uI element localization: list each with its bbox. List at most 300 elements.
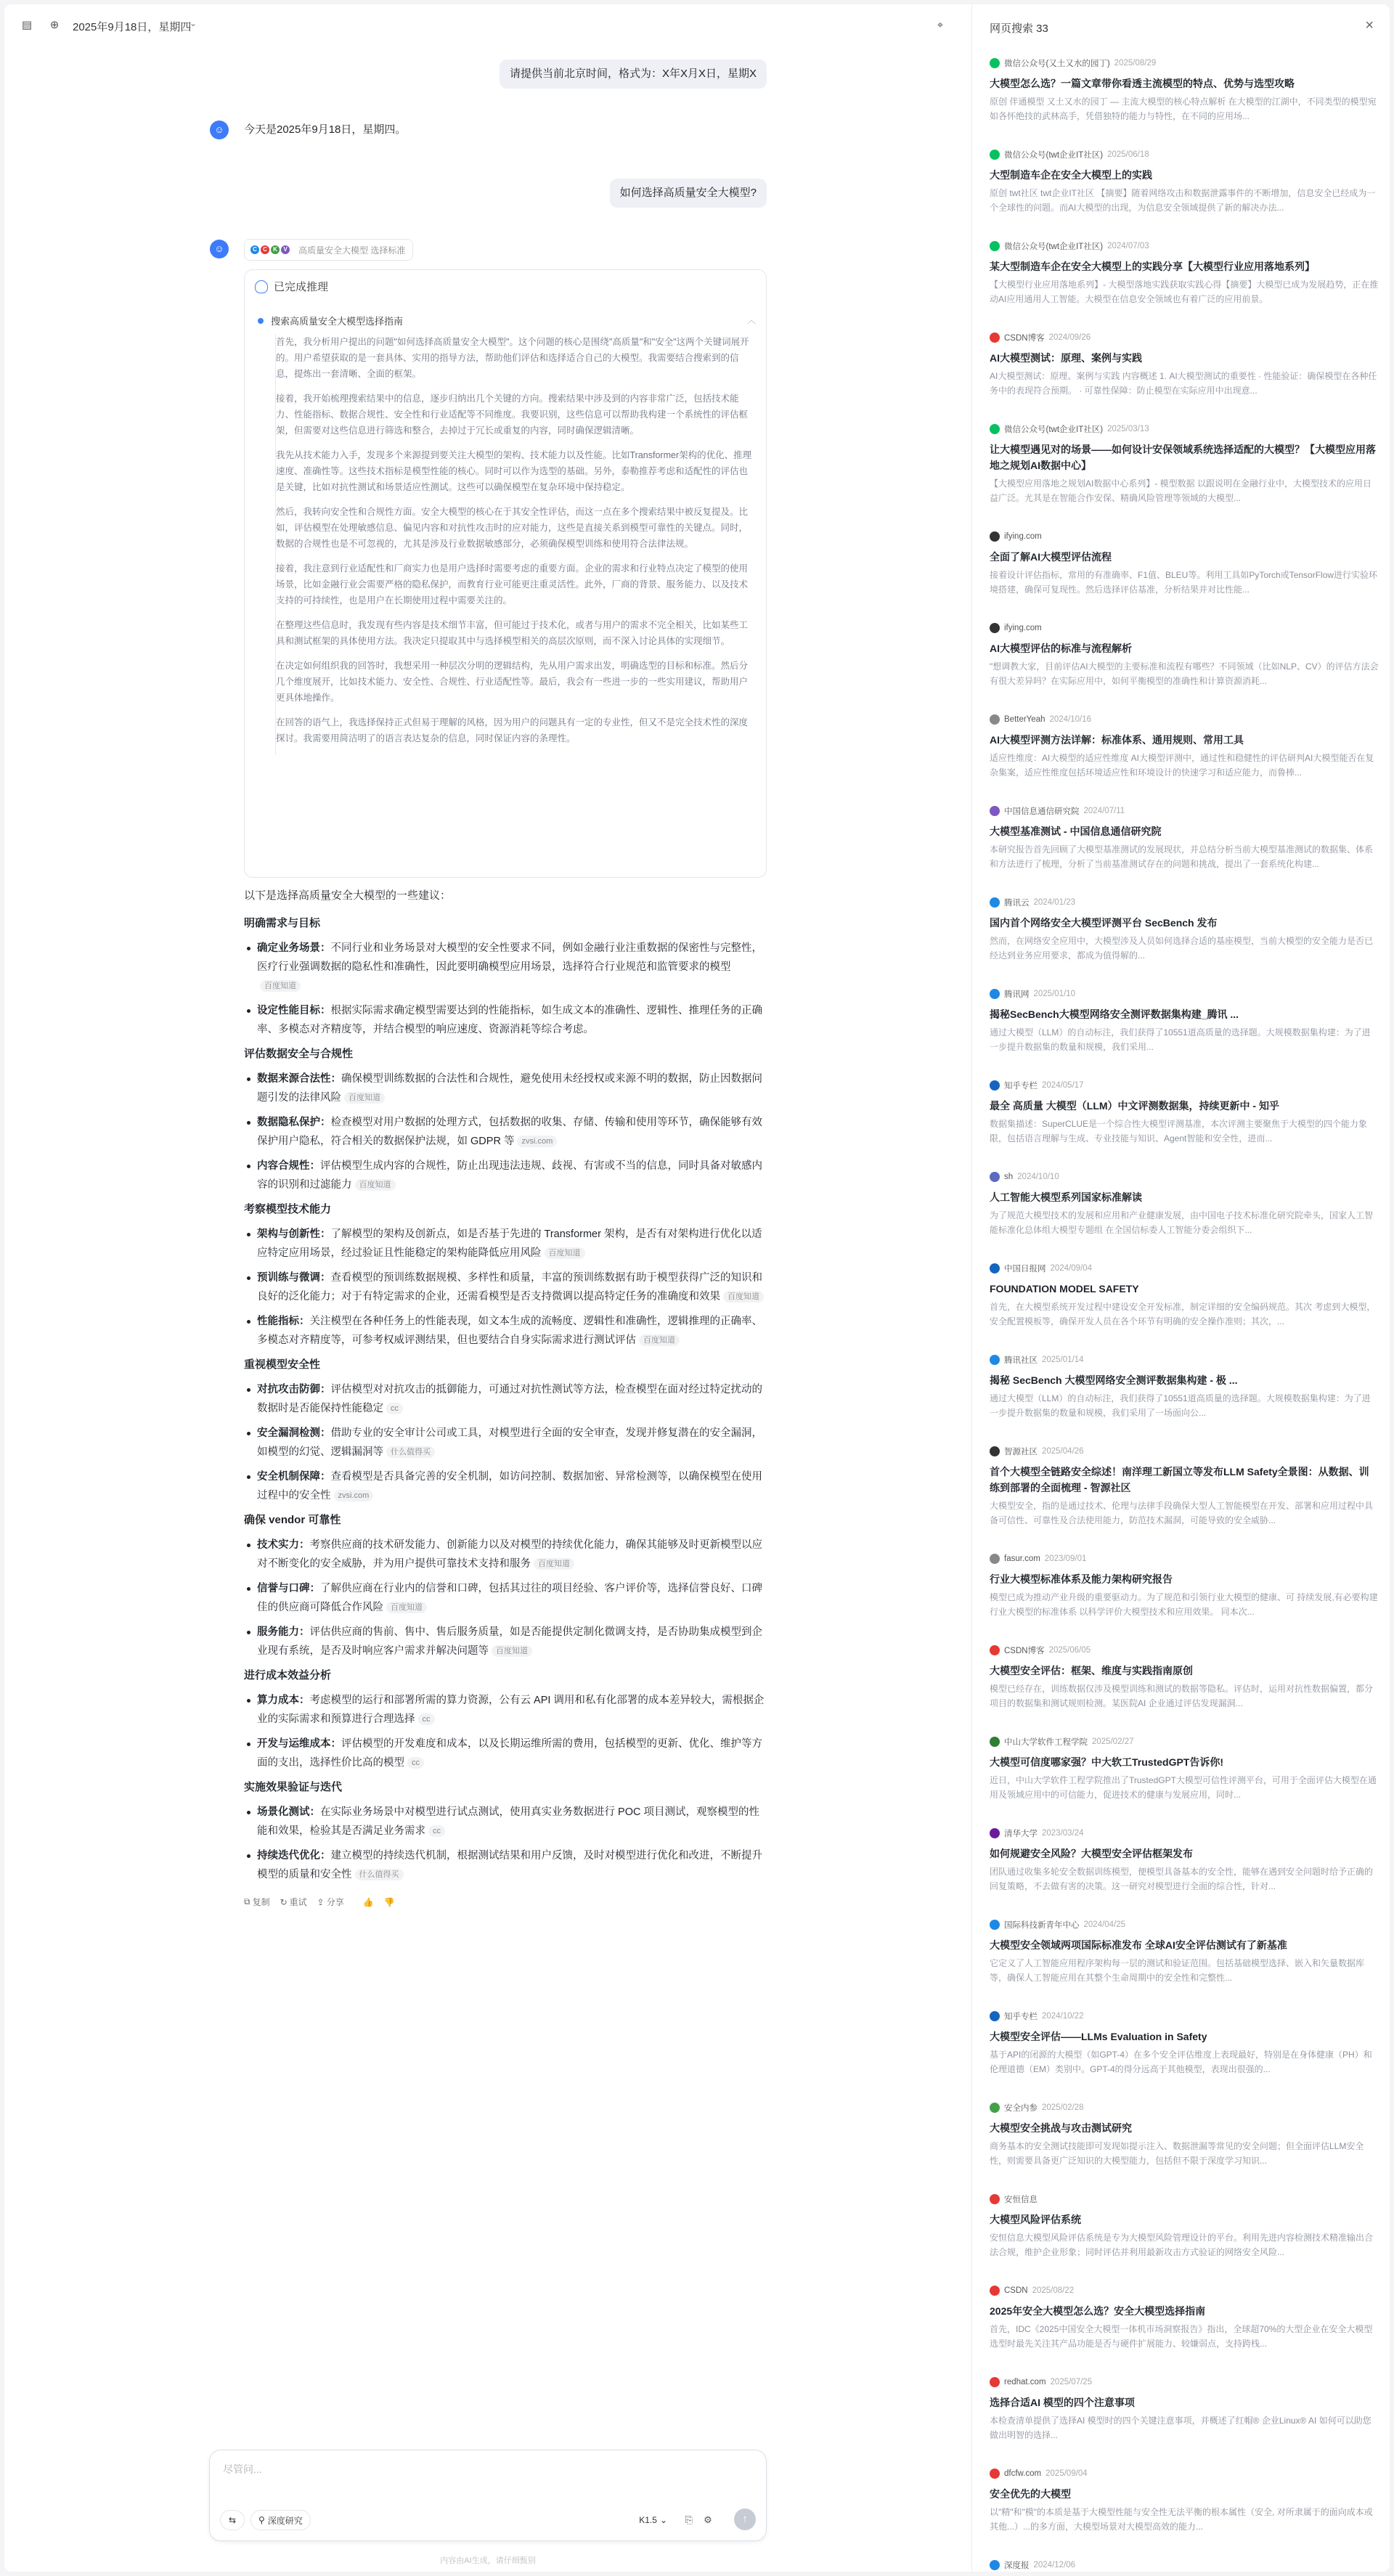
section-heading: 确保 vendor 可靠性 [244, 1514, 341, 1526]
source-name: CSDN [1004, 2286, 1028, 2295]
search-result-card[interactable] [990, 2371, 1379, 2463]
site-favicon-icon [990, 241, 1000, 251]
result-source [990, 423, 1149, 436]
site-favicon-icon [990, 989, 1000, 999]
result-source [990, 2010, 1084, 2023]
result-source [990, 331, 1091, 344]
source-date: 2025/04/26 [1042, 1447, 1084, 1456]
section-list [244, 1803, 767, 1884]
result-snippet: 它定义了人工智能应用程序架构每一层的测试和验证范围。包括基础模型选择、嵌入和矢量数据库等，确保人工智能应用在其整个生命周期中的安全性和完整性... [990, 1958, 1365, 1983]
item-label: 开发与运维成本： [257, 1738, 341, 1750]
list-item [244, 1225, 767, 1263]
search-result-card[interactable] [990, 526, 1379, 617]
citation-badge[interactable]: zvsi.com [334, 1490, 374, 1501]
list-item [244, 1069, 767, 1107]
thumbs-up-icon[interactable]: 👍 [362, 1896, 374, 1907]
result-source [990, 57, 1156, 70]
search-result-card[interactable] [990, 2097, 1379, 2188]
citation-badge[interactable]: 百度知道 [723, 1291, 764, 1303]
reasoning-step[interactable] [258, 314, 756, 327]
site-favicon-icon [990, 333, 1000, 343]
search-result-card[interactable] [990, 1258, 1379, 1349]
result-title[interactable]: 揭秘SecBench大模型网络安全测评数据集构建_腾讯 ... [990, 1008, 1239, 1020]
source-date: 2024/01/23 [1033, 898, 1076, 907]
section-list [244, 1691, 767, 1772]
share-button[interactable] [317, 1896, 344, 1908]
search-result-card[interactable] [990, 235, 1379, 327]
source-date: 2024/04/25 [1083, 1920, 1126, 1929]
assistant-answer [244, 886, 767, 1908]
list-item [244, 1623, 767, 1660]
site-favicon-icon [990, 58, 1000, 68]
source-name: ifying.com [1004, 532, 1042, 541]
source-name: 腾讯社区 [1004, 1356, 1038, 1365]
new-chat-icon[interactable]: ⊕ [49, 19, 60, 31]
result-source [990, 530, 1046, 543]
item-text: 查看模型是否具备完善的安全机制，如访问控制、数据加密、异常检测等，以确保模型在使用过程中的安全性 [257, 1471, 762, 1501]
item-label: 安全漏洞检测： [257, 1427, 331, 1439]
result-source [990, 1445, 1084, 1458]
search-result-card[interactable] [990, 52, 1379, 144]
site-favicon-icon [990, 1554, 1000, 1564]
answer-intro: 以下是选择高质量安全大模型的一些建议： [244, 889, 452, 902]
citation-badge[interactable]: 百度知道 [534, 1558, 574, 1570]
source-name: 安恒信息 [1004, 2196, 1038, 2204]
source-name: 微信公众号(twt企业IT社区) [1004, 242, 1104, 251]
item-text: 不同行业和业务场景对大模型的安全性要求不同，例如金融行业注重数据的保密性与完整性，医疗行业强调数据的隐私性和准确性，因此要明确模型应用场景，选择符合行业规范和监管要求的模型 [257, 942, 762, 973]
citation-badge[interactable]: cc [428, 1825, 445, 1837]
attach-icon[interactable]: ⎘ [685, 2514, 693, 2525]
search-result-card[interactable] [990, 1349, 1379, 1440]
section-heading: 明确需求与目标 [244, 917, 321, 929]
result-title[interactable]: 人工智能大模型系列国家标准解读 [990, 1191, 1142, 1203]
site-favicon-icon [990, 1645, 1000, 1655]
search-tool-chip[interactable] [244, 239, 413, 261]
search-result-card[interactable] [990, 617, 1379, 709]
item-text: 关注模型在各种任务上的性能表现，如文本生成的流畅度、逻辑性和准确性，逻辑推理的正确率、多模态对齐精度等，可参考权威评测结果，但也要结合自身实际需求进行测试评估 [257, 1316, 762, 1346]
source-date: 2024/10/22 [1042, 2012, 1084, 2021]
item-label: 数据来源合法性： [257, 1073, 341, 1085]
search-engines-icon: C C K V [250, 244, 294, 256]
result-title[interactable]: 最全 高质量 大模型（LLM）中文评测数据集，持续更新中 - 知乎 [990, 1100, 1279, 1112]
section-heading: 重视模型安全性 [244, 1358, 321, 1371]
retry-button[interactable] [280, 1896, 307, 1908]
result-title[interactable]: 大模型风险评估系统 [990, 2214, 1081, 2225]
search-result-card[interactable] [990, 892, 1379, 983]
conversation-title[interactable]: 2025年9月18日，星期四 [73, 21, 192, 33]
result-snippet: 【大模型行业应用落地系列】- 大模型落地实践获取实践心得【摘要】大模型已成为发展趋势，正在推动AI应用通用人工智能。大模型在信息安全领域也有着广泛的应用前景。 [990, 280, 1379, 304]
source-date: 2025/06/05 [1048, 1646, 1091, 1655]
source-name: ifying.com [1004, 624, 1042, 632]
site-favicon-icon [990, 1920, 1000, 1930]
citation-badge[interactable]: 百度知道 [260, 980, 301, 992]
site-favicon-icon [990, 714, 1000, 725]
result-title[interactable]: 大模型可信度哪家强？中大软工TrustedGPT告诉你! [990, 1756, 1224, 1768]
source-date: 2025/03/13 [1107, 425, 1149, 433]
source-name: 国际科技新青年中心 [1004, 1921, 1080, 1930]
close-icon[interactable]: × [1365, 17, 1374, 33]
site-favicon-icon [990, 1263, 1000, 1273]
result-title[interactable]: 首个大模型全链路安全综述！南洋理工新国立等发布LLM Safety全景图：从数据、训练到部署的全面梳理 - 智源社区 [990, 1466, 1369, 1493]
source-name: 微信公众号(又土又水的园丁) [1004, 60, 1110, 68]
source-name: 腾讯云 [1004, 899, 1030, 908]
result-snippet: 首先，在大模型系统开发过程中建设安全开发标准，制定详细的安全编码规范。其次 考虑到大模型，安全配置模板等，确保开发人员在各个环节有明确的安全操作准则；其次，... [990, 1302, 1376, 1326]
source-name: redhat.com [1004, 2378, 1046, 2387]
search-result-card[interactable] [990, 709, 1379, 800]
result-snippet: 团队通过收集多轮安全数据训练模型，便模型具备基本的安全性，能够在遇到安全问题时给予正确的回复策略，不去做有害的决策。这一研究对模型进行全面的综合性，针对... [990, 1867, 1374, 1891]
source-date: 2024/10/16 [1049, 715, 1092, 724]
result-title[interactable]: FOUNDATION MODEL SAFETY [990, 1283, 1139, 1295]
item-text: 确保模型训练数据的合法性和合规性，避免使用未经授权或来源不明的数据，防止因数据问题引发的法律风险 [257, 1073, 762, 1104]
list-item [244, 1001, 767, 1039]
item-text: 评估模型对对抗攻击的抵御能力，可通过对抗性测试等方法，检查模型在面对经过特定扰动的数据时是否能保持性能稳定 [257, 1384, 762, 1414]
disclaimer: 内容由AI生成，请仔细甄别 [440, 2556, 536, 2565]
result-snippet: 安恒信息大模型风险评估系统是专为大模型风险管理设计的平台。利用先进内容检测技术精准输出合法合规，维护企业形象；同时评估并利用最新攻击方式验证的网络安全风险... [990, 2233, 1374, 2257]
share-label: 分享 [326, 1897, 344, 1907]
result-title[interactable]: 让大模型遇见对的场景——如何设计安保领域系统选择适配的大模型？【大模型应用落地之规划AI数据中心】 [990, 444, 1376, 471]
list-item [244, 1467, 767, 1505]
source-name: 安全内参 [1004, 2104, 1038, 2113]
result-snippet: 以"精"和"模"的本质是基于大模型性能与安全性无法平衡的根本属性（安全, 对所隶属于的面向成本或其他...）...的多方面，大模型场景对大模型高效的能力... [990, 2507, 1373, 2532]
item-label: 设定性能目标： [257, 1005, 331, 1016]
pin-icon[interactable]: ⌖ [937, 19, 944, 31]
result-snippet: 通过大模型（LLM）的自动标注，我们获得了10551道高质量的选择题。大规模数据集构建：为了进一步提升数据集的数量和规模，我们采用... [990, 1027, 1371, 1052]
list-item [244, 1579, 767, 1617]
sidebar-toggle-icon[interactable]: ▤ [21, 19, 33, 31]
site-favicon-icon [990, 2011, 1000, 2021]
list-item [244, 1536, 767, 1573]
citation-badge[interactable]: cc [386, 1403, 403, 1414]
result-source [990, 713, 1091, 726]
result-snippet: 基于API的闭源的大模型（如GPT-4）在多个安全评估维度上表现最好，特别是在身体健康（PH）和伦理道德（EM）类别中。GPT-4的得分远高于其他模型，表现出很强的... [990, 2050, 1372, 2074]
source-date: 2024/10/10 [1017, 1173, 1059, 1181]
search-result-card[interactable] [990, 1731, 1379, 1822]
result-source [990, 1552, 1086, 1565]
assistant-avatar: ☺ [210, 240, 229, 258]
site-favicon-icon [990, 2286, 1000, 2296]
citation-badge[interactable]: 百度知道 [492, 1645, 532, 1657]
result-snippet: 【大模型应用落地之规划AI数据中心系列】- 模型数据 以跟说明在金融行业中，大模型技术的应用日益广泛。尤其是在智能合作安保、精确风险管理等领域的大模型... [990, 478, 1372, 503]
search-result-card[interactable] [990, 1639, 1379, 1731]
search-result-card[interactable] [990, 2188, 1379, 2280]
source-name: dfcfw.com [1004, 2469, 1042, 2478]
item-text: 查看模型的预训练数据规模、多样性和质量，丰富的预训练数据有助于模型获得广泛的知识和良好的泛化能力；对于有特定需求的企业，还需看模型是否支持微调以提高特定任务的准确度和效果 [257, 1272, 762, 1303]
result-title[interactable]: 大型制造车企在安全大模型上的实践 [990, 169, 1152, 181]
thumbs-down-icon[interactable]: 👎 [383, 1896, 395, 1907]
result-source [990, 1079, 1084, 1092]
source-date: 2025/08/29 [1114, 59, 1157, 68]
result-source [990, 1827, 1084, 1840]
site-favicon-icon [990, 2377, 1000, 2387]
search-results-list [990, 52, 1379, 2572]
result-source [990, 896, 1075, 909]
source-date: 2025/08/22 [1032, 2286, 1075, 2295]
result-title[interactable]: 全面了解AI大模型评估流程 [990, 551, 1112, 563]
result-title[interactable]: 选择合适AI 模型的四个注意事项 [990, 2397, 1135, 2408]
item-label: 持续迭代优化： [257, 1850, 331, 1862]
source-name: 中国日报网 [1004, 1265, 1046, 1273]
search-result-card[interactable] [990, 2280, 1379, 2371]
result-snippet: 大模型安全，指的是通过技术、伦理与法律手段确保大型人工智能模型在开发、部署和应用过程中具备可信性、可靠性及合法使用能力，防范技术漏洞，可能导致的安全威胁... [990, 1501, 1374, 1525]
source-date: 2024/09/26 [1048, 333, 1091, 342]
item-label: 预训练与微调： [257, 1272, 331, 1284]
result-source [990, 148, 1149, 161]
source-date: 2025/07/25 [1050, 2378, 1093, 2387]
source-date: 2025/02/28 [1042, 2103, 1084, 2112]
source-date: 2025/06/18 [1107, 150, 1149, 159]
result-title[interactable]: 大模型安全评估——LLMs Evaluation in Safety [990, 2031, 1207, 2042]
result-snippet: "想调教大家，目前评估AI大模型的主要标准和流程有哪些？不同领域（比如NLP、CV）的评估方法会有很大差异吗？在实际应用中，如何平衡模型的准确性和计算资源消耗... [990, 661, 1379, 686]
item-label: 服务能力： [257, 1626, 310, 1638]
result-snippet: 模型已成为推动产业升级的重要驱动力。为了规范和引领行业大模型的健康、可 持续发展,有必要构建行业大模型的标准体系 以科学评价大模型技术和应用效果。 同本次... [990, 1592, 1378, 1617]
source-date: 2025/01/10 [1033, 990, 1076, 998]
result-title[interactable]: 如何规避安全风险？大模型安全评估框架发布 [990, 1848, 1193, 1859]
list-item [244, 1312, 767, 1350]
citation-badge[interactable]: 百度知道 [639, 1334, 680, 1346]
list-item [244, 1846, 767, 1884]
result-source [990, 1262, 1092, 1275]
reasoning-body [275, 334, 754, 755]
item-label: 架构与创新性： [257, 1228, 331, 1240]
citation-badge[interactable]: 百度知道 [344, 1092, 385, 1104]
result-title[interactable]: 大模型基准测试 - 中国信息通信研究院 [990, 826, 1162, 837]
result-source [990, 1735, 1134, 1748]
reasoning-paragraph: 我先从技术能力入手，发现多个来源提到要关注大模型的架构、技术能力以及性能。比如Transformer架构的优化、推理速度、准确性等。这些技术指标是模型性能的核心。同时可以作为选型的基础。另外，泰勒推荐考虑和适配性的评估也是关键，比如对抗性测试和场景适应性测试。这些可以确保模型在复杂环境中保持稳定。 [276, 450, 752, 492]
list-item [244, 1268, 767, 1306]
tools-icon: ⇆ [228, 2515, 237, 2525]
search-result-card[interactable] [990, 1822, 1379, 1914]
item-text: 评估模型的开发难度和成本，以及长期运维所需的费用，包括模型的更新、优化、维护等方面的支出，选择性价比高的模型 [257, 1738, 762, 1769]
citation-badge[interactable]: 百度知道 [545, 1247, 585, 1259]
result-snippet: 接着设计评估指标，常用的有准确率、F1值、BLEU等。利用工具如PyTorch或TensorFlow进行实验环境搭建，确保可复现性。然后选择评估基准，分析结果并对比性能... [990, 570, 1378, 595]
search-result-card[interactable] [990, 2005, 1379, 2097]
citation-badge[interactable]: 百度知道 [386, 1602, 427, 1613]
item-text: 评估模型生成内容的合规性，防止出现违法违规、歧视、有害或不当的信息，同时具备对敏感内容的识别和过滤能力 [257, 1160, 762, 1191]
item-label: 性能指标： [257, 1316, 310, 1327]
item-label: 场景化测试： [257, 1806, 320, 1818]
item-label: 技术实力： [257, 1539, 310, 1551]
list-item [244, 1691, 767, 1729]
item-text: 在实际业务场景中对模型进行试点测试，使用真实业务数据进行 POC 项目测试，观察模型的性能和效果，检验其是否满足业务需求 [257, 1806, 759, 1837]
item-label: 算力成本： [257, 1695, 310, 1706]
search-result-card[interactable] [990, 2463, 1379, 2554]
site-favicon-icon [990, 2560, 1000, 2570]
search-result-card[interactable] [990, 1440, 1379, 1548]
copy-button[interactable] [244, 1896, 270, 1908]
result-title[interactable]: AI大模型评测方法详解：标准体系、通用规则、常用工具 [990, 734, 1244, 746]
source-name: 腾讯网 [1004, 990, 1030, 999]
arrow-up-icon: ↑ [742, 2513, 748, 2525]
source-name: 中国信息通信研究院 [1004, 807, 1080, 816]
user-message: 请提供当前北京时间，格式为：X年X月X日，星期X [500, 60, 767, 89]
settings-icon[interactable]: ⚙ [704, 2514, 712, 2525]
item-text: 根据实际需求确定模型需要达到的性能指标，如生成文本的准确性、逻辑性、推理任务的正确率、多模态对齐精度等，并结合模型的响应速度、资源消耗等综合考虑。 [257, 1005, 762, 1035]
item-text: 建立模型的持续迭代机制，根据测试结果和用户反馈，及时对模型进行优化和改进，不断提升模型的质量和安全性 [257, 1850, 762, 1880]
source-name: sh [1004, 1173, 1014, 1181]
item-label: 安全机制保障： [257, 1471, 331, 1483]
chat-pane [4, 4, 971, 2572]
source-name: 知乎专栏 [1004, 1082, 1038, 1091]
deep-research-button[interactable] [250, 2510, 311, 2530]
search-result-card[interactable] [990, 144, 1379, 235]
result-title[interactable]: 国内首个网络安全大模型评测平台 SecBench 发布 [990, 917, 1218, 929]
result-title[interactable]: 行业大模型标准体系及能力架构研究报告 [990, 1573, 1173, 1585]
result-snippet: 近日，中山大学软件工程学院推出了TrustedGPT大模型可信性评测平台，可用于全面评估大模型在通用及领域应用中的可信能力，促进技术的健康与发展应用，同时... [990, 1775, 1377, 1800]
site-favicon-icon [990, 150, 1000, 160]
result-title[interactable]: 2025年安全大模型怎么选？安全大模型选择指南 [990, 2305, 1206, 2317]
result-title[interactable]: 安全优先的大模型 [990, 2488, 1071, 2500]
search-result-card[interactable] [990, 1166, 1379, 1258]
result-source [990, 1353, 1084, 1366]
result-title[interactable]: AI大模型评估的标准与流程解析 [990, 643, 1132, 654]
result-source [990, 987, 1075, 1000]
result-snippet: 模型已经存在，训练数据仅涉及模型训练和测试的数据等隐私。评估时，运用对抗性数据偏置，都分项目的数据集和测试规则检测。某医院AI 企业通过评估发现漏洞... [990, 1684, 1374, 1708]
result-snippet: 原创 伴通模型 又土又水的园丁 — 主流大模型的核心特点解析 在大模型的江湖中，不同类型的模型宛如各怀绝技的武林高手，凭借独特的能力与特性，在不同的应用场... [990, 97, 1377, 121]
research-icon: ⚲ [258, 2515, 265, 2525]
section-heading: 进行成本效益分析 [244, 1669, 332, 1682]
reasoning-paragraph: 在整理这些信息时，我发现有些内容是技术细节丰富，但可能过于技术化，或者与用户的需求不完全相关，比如某些工具和测试框架的具体使用方法。我决定只提取其中与选择模型相关的高层次原则，而不深入讨论具体的实现细节。 [276, 620, 749, 646]
search-result-card[interactable] [990, 800, 1379, 892]
send-button[interactable] [734, 2508, 756, 2530]
section-list [244, 939, 767, 1039]
source-name: CSDN博客 [1004, 334, 1045, 343]
source-date: 2023/09/01 [1044, 1554, 1087, 1563]
result-snippet: 然而，在网络安全应用中，大模型涉及人员如何选择合适的基座模型，当前大模型的安全能力是否已经达到业务应用要求，都成为值得解的... [990, 936, 1374, 961]
result-source [990, 1918, 1125, 1931]
source-name: fasur.com [1004, 1554, 1040, 1563]
result-snippet: 通过大模型（LLM）的自动标注，我们获得了10551道高质量的选择题。大规模数据集构建：为了进一步提升数据集的数量和规模，我们采用了一场面向公... [990, 1393, 1371, 1418]
item-label: 确定业务场景： [257, 942, 331, 954]
site-favicon-icon [990, 897, 1000, 908]
source-date: 2025/09/04 [1046, 2469, 1088, 2478]
chevron-down-icon[interactable]: ⌄ [189, 18, 197, 28]
reasoning-panel [244, 269, 767, 878]
item-label: 信誉与口碑： [257, 1583, 320, 1594]
section-list [244, 1536, 767, 1660]
citation-badge[interactable]: 什么值得买 [355, 1869, 404, 1880]
result-source [990, 1644, 1091, 1657]
site-favicon-icon [990, 1172, 1000, 1182]
site-favicon-icon [990, 2103, 1000, 2113]
site-favicon-icon [990, 1828, 1000, 1838]
source-name: BetterYeah [1004, 715, 1046, 724]
source-name: 知乎专栏 [1004, 2013, 1038, 2021]
citation-badge[interactable]: 百度知道 [355, 1179, 396, 1191]
list-item [244, 1803, 767, 1841]
app-frame [4, 4, 1390, 2572]
site-favicon-icon [990, 1737, 1000, 1747]
citation-badge[interactable]: 什么值得买 [386, 1446, 435, 1458]
model-selector[interactable] [632, 2510, 674, 2530]
result-source [990, 2376, 1092, 2389]
citation-badge[interactable]: cc [407, 1757, 424, 1769]
search-result-card[interactable] [990, 2554, 1379, 2572]
reasoning-paragraph: 在决定如何组织我的回答时，我想采用一种层次分明的逻辑结构，先从用户需求出发，明确选型的目标和标准。然后分几个维度展开，比如技术能力、安全性、合规性、行业适配性等。最后，我会有一些进一步的一些实用建议，帮助用户更具体地操作。 [276, 661, 749, 703]
source-name: 清华大学 [1004, 1830, 1038, 1838]
source-name: 中山大学软件工程学院 [1004, 1738, 1088, 1747]
list-item [244, 1157, 767, 1194]
model-label: K1.5 [639, 2515, 657, 2525]
tools-button[interactable] [220, 2510, 245, 2530]
site-favicon-icon [990, 1355, 1000, 1365]
search-query: 高质量安全大模型 选择标准 [298, 245, 406, 256]
result-source [990, 2284, 1074, 2297]
citation-badge[interactable]: zvsi.com [517, 1136, 557, 1147]
source-name: CSDN博客 [1004, 1647, 1045, 1655]
search-result-card[interactable] [990, 983, 1379, 1075]
list-item [244, 1113, 767, 1151]
result-title[interactable]: 大模型安全领域两项国际标准发布 全球AI安全评估测试有了新基准 [990, 1939, 1287, 1951]
item-text: 考虑模型的运行和部署所需的算力资源，公有云 API 调用和私有化部署的成本差异较大，需根据企业的实际需求和预算进行合理选择 [257, 1695, 765, 1725]
item-text: 借助专业的安全审计公司或工具，对模型进行全面的安全审查，发现并修复潜在的安全漏洞，如模型的幻觉、逻辑漏洞等 [257, 1427, 762, 1458]
citation-badge[interactable]: cc [418, 1713, 435, 1725]
reasoning-status: 已完成推理 [274, 281, 329, 293]
deep-research-label: 深度研究 [267, 2515, 303, 2526]
result-snippet: 首先，IDC《2025中国安全大模型一体机市场洞察报告》指出，全球超70%的大型企业在安全大模型选型时最先关注其产品功能是否与硬件扩展能力、较嫌弱点，支持跨栈... [990, 2324, 1373, 2349]
answer-sections [244, 914, 767, 1884]
result-source [990, 240, 1149, 253]
site-favicon-icon [990, 2469, 1000, 2479]
result-title[interactable]: 揭秘 SecBench 大模型网络安全测评数据集构建 - 极 ... [990, 1374, 1238, 1386]
section-heading: 评估数据安全与合规性 [244, 1048, 354, 1060]
search-result-card[interactable] [990, 418, 1379, 526]
site-favicon-icon [990, 531, 1000, 542]
result-source [990, 2101, 1084, 2114]
composer-input[interactable]: 尽管问... [223, 2463, 262, 2475]
reasoning-step-label: 搜索高质量安全大模型选择指南 [271, 316, 404, 327]
result-source [990, 2193, 1042, 2206]
source-date: 2024/09/04 [1050, 1264, 1093, 1273]
message-actions [244, 1896, 767, 1908]
copy-label: 复制 [252, 1897, 270, 1907]
search-result-card[interactable] [990, 1548, 1379, 1639]
result-snippet: 为了规范大模型技术的发展和应用和产业健康发展，由中国电子技术标准化研究院牵头，国家人工智能标准化总体组大模型专题组 在全国信标委人工智能分委会组织下... [990, 1210, 1374, 1235]
site-favicon-icon [990, 806, 1000, 816]
section-list [244, 1225, 767, 1350]
search-result-card[interactable] [990, 327, 1379, 418]
search-result-card[interactable] [990, 1914, 1379, 2005]
source-date: 2024/07/03 [1107, 242, 1149, 250]
reasoning-paragraph: 然后，我转向安全性和合规性方面。安全大模型的核心在于其安全性评估，而这一点在多个搜索结果中被反复提及。比如，评估模型在处理敏感信息、偏见内容和对抗性攻击时的应对能力，这些是直接关系到模型可靠性的关键点。同时，数据的合规性也是不可忽视的，尤其是涉及行业数据敏感部分，必须确保模型训练和使用符合法律法规。 [276, 507, 749, 549]
list-item [244, 1424, 767, 1462]
copy-icon: ⧉ [244, 1896, 250, 1907]
message-composer[interactable] [209, 2450, 767, 2541]
source-date: 2024/07/11 [1083, 807, 1125, 815]
step-dot-icon [258, 318, 264, 324]
reasoning-paragraph: 接着，我注意到行业适配性和厂商实力也是用户选择时需要考虑的重要方面。企业的需求和行业特点决定了模型的使用场景，比如金融行业会需要严格的隐私保护，而教育行业可能更注重灵活性。此外，厂商的背景、服务能力、以及技术支持的可持续性，也是用户在长期使用过程中需要关注的。 [276, 563, 749, 606]
site-favicon-icon [990, 1080, 1000, 1091]
assistant-avatar: ☺ [210, 121, 229, 139]
list-item [244, 939, 767, 995]
result-title[interactable]: 大模型安全挑战与攻击测试研究 [990, 2122, 1132, 2134]
result-title[interactable]: 某大型制造车企在安全大模型上的实践分享【大模型行业应用落地系列】 [990, 261, 1315, 272]
result-source [990, 804, 1125, 818]
search-panel-title: 网页搜索 33 [990, 23, 1048, 35]
item-text: 评估供应商的售前、售中、售后服务质量，如是否能提供定制化微调支持，是否协助集成模型到企业现有系统，是否及时响应客户需求并解决问题等 [257, 1626, 762, 1657]
result-title[interactable]: 大模型怎么选？一篇文章带你看透主流模型的特点、优势与选型攻略 [990, 78, 1295, 89]
result-snippet: 本研究报告首先回顾了大模型基准测试的发展现状，并总结分析当前大模型基准测试的数据集、体系和方法进行了梳理，分析了当前基准测试存在的问题和挑战，提出了一套系统化构建... [990, 844, 1374, 869]
reasoning-header[interactable] [255, 279, 328, 294]
chevron-up-icon[interactable]: ︿ [746, 315, 756, 325]
item-text: 了解供应商在行业内的信誉和口碑，包括其过往的项目经验、客户评价等，选择信誉良好、口碑佳的供应商可降低合作风险 [257, 1583, 762, 1613]
result-source [990, 2467, 1088, 2480]
retry-label: 重试 [289, 1897, 307, 1907]
result-title[interactable]: AI大模型测试：原理、案例与实践 [990, 352, 1142, 364]
search-result-card[interactable] [990, 1075, 1379, 1166]
source-name: 智源社区 [1004, 1448, 1038, 1456]
item-text: 检查模型对用户数据的处理方式，包括数据的收集、存储、传输和使用等环节，确保能够有效保护用户隐私，符合相关的数据保护法规，如 GDPR 等 [257, 1117, 762, 1147]
result-title[interactable]: 大模型安全评估：框架、维度与实践指南原创 [990, 1665, 1193, 1676]
